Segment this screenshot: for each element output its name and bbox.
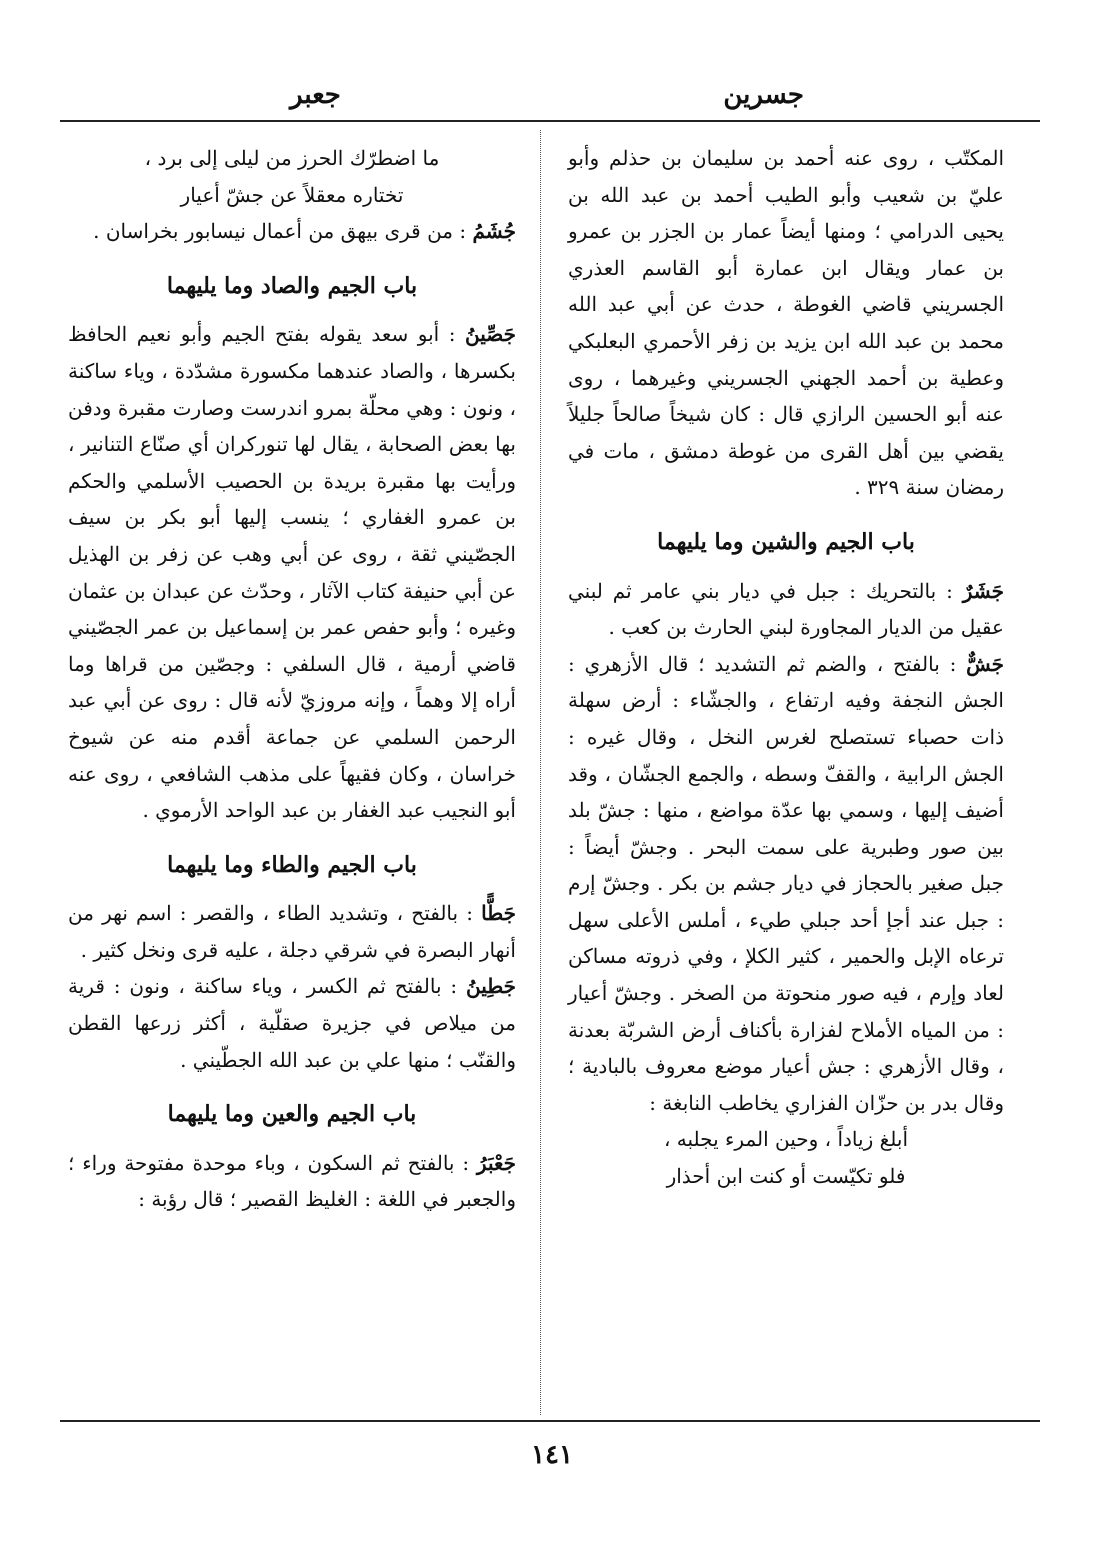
top-rule (60, 120, 1040, 122)
headword: جَطِينُ (465, 974, 516, 999)
entry-jash (568, 646, 1004, 1122)
headword: جَطًّا (481, 901, 516, 926)
paragraph-continuation: المكتّب ، روى عنه أحمد بن سليمان بن حذلم وأبو عليّ بن شعيب وأبو الطيب أحمد بن عبد الله بن يحيى الدرامي ؛ ومنها أيضاً عمار بن الجزر بن عمرو بن عمار ويقال ابن عمارة أبو القاسم العذري الجسريني قاضي الغوطة ، حدث عن أبي عبد الله محمد بن عبد الله ابن يزيد بن زفر الأحمري البعلبكي وعطية بن أحمد الجهني الجسريني وغيرهما ، روى عنه أبو الحسين الرازي قال : كان شيخاً صالحاً جليلاً يقضي بين أهل القرى من غوطة دمشق ، مات في رمضان سنة ٣٢٩ . (568, 146, 1004, 500)
entry-jashar (568, 573, 1004, 646)
verse-line: ما اضطرّك الحرز من ليلى إلى برد ، (144, 146, 440, 170)
verse-line: أبلغ زياداً ، وحين المرء يجلبه ، (663, 1127, 908, 1152)
right-column (568, 140, 1004, 1195)
section-heading-jim-sad: باب الجيم والصاد وما يليهما (166, 272, 418, 299)
entry-jatin (68, 968, 516, 1078)
entry-text: : بالتحريك : جبل في ديار بني عامر ثم لبني عقيل من الديار المجاورة لبني الحارث بن كعب . (568, 578, 1004, 640)
entry-text: : بالفتح ، وتشديد الطاء ، والقصر : اسم نهر من أنهار البصرة في شرقي دجلة ، عليه قرى ونخل كثير . (68, 901, 516, 962)
entry-jassin (68, 316, 516, 828)
entry-jatta (68, 895, 516, 968)
verse-line: تختاره معقلاً عن جشّ أعيار (180, 182, 404, 207)
column-divider (540, 130, 541, 1415)
running-head-left: جعبر (290, 80, 341, 110)
entry-jusham (68, 213, 516, 250)
verse-line: فلو تكيّست أو كنت ابن أحذار (666, 1164, 906, 1189)
entry-text: : أبو سعد يقوله بفتح الجيم وأبو نعيم الحافظ بكسرها ، والصاد عندهما مكسورة مشدّدة ، وياء ساكنة ، ونون : وهي محلّة بمرو اندرست وصارت مقبرة ودفن بها بعض الصحابة ، يقال لها تنوركران أي صنّاع التنانير ، ورأيت بها مقبرة بريدة بن الحصيب الأسلمي والحكم بن عمرو الغفاري ؛ ينسب إليها أبو بكر بن سيف الجصّيني ثقة ، روى عن أبي وهب عن زفر بن الهذيل عن أبي حنيفة كتاب الآثار ، وحدّث عن عبدان بن عثمان وغيره ؛ وأبو حفص عمر بن إسماعيل بن عمر الجصّيني قاضي أرمية ، قال السلفي : وجصّين من قراها وما أراه إلا وهماً ، وإنه مروزيّ لأنه قال : روى عن أبي عبد الرحمن السلمي عن جماعة أقدم منه عن شيوخ خراسان ، وكان فقيهاً على مذهب الشافعي ، روى عنه أبو النجيب عبد الغفار بن عبد الواحد الأرموي . (68, 322, 516, 823)
section-heading-jim-ayn: باب الجيم والعين وما يليهما (167, 1101, 417, 1128)
section-heading-jim-shin: باب الجيم والشين وما يليهما (657, 528, 915, 555)
headword: جَشَرٌ (962, 578, 1004, 603)
left-column (68, 140, 516, 1218)
entry-text: : بالفتح ثم السكون ، وباء موحدة مفتوحة وراء ؛ والجعبر في اللغة : الغليظ القصير ؛ قال رؤبة : (68, 1150, 516, 1212)
headword: جُشَمُ (472, 219, 516, 244)
bottom-rule (60, 1420, 1040, 1422)
headword: جَعْبَرُ (476, 1150, 516, 1175)
headword: جَشٌّ (966, 651, 1004, 676)
page-number: ١٤١ (531, 1440, 573, 1470)
headword: جَصِّينُ (465, 322, 516, 347)
entry-text: : بالفتح ، والضم ثم التشديد ؛ قال الأزهري : الجش النجفة وفيه ارتفاع ، والجشّاء : أرض سهلة ذات حصباء تستصلح لغرس النخل ، وقال غيره : الجش الرابية ، والقفّ وسطه ، والجمع الجشّان ، وقد أضيف إليها ، وسمي بها عدّة مواضع ، منها : جشّ بلد بين صور وطبرية على سمت البحر . وجشّ أيضاً : جبل صغير بالحجاز في ديار جشم بن بكر . وجشّ إرم : جبل عند أجإ أحد جبلي طيء ، أملس الأعلى سهل ترعاه الإبل والحمير ، كثير الكلإ ، وفي ذروته مساكن لعاد وإرم ، فيه صور منحوتة من الصخر . وجشّ أعيار : من المياه الأملاح لفزارة بأكناف أرض الشربّة بعدنة ، وقال الأزهري : جش أعيار موضع معروف بالبادية ؛ وقال بدر بن حزّان الفزاري يخاطب النابغة : (568, 651, 1004, 1115)
entry-text: : بالفتح ثم الكسر ، وياء ساكنة ، ونون : قرية من ميلاص في جزيرة صقلّية ، أكثر زرعها القطن والقنّب ؛ منها علي بن عبد الله الجطّيني . (68, 974, 516, 1072)
section-heading-jim-ta: باب الجيم والطاء وما يليهما (167, 851, 417, 878)
entry-text: : من قرى بيهق من أعمال نيسابور بخراسان . (93, 219, 473, 244)
running-head-right: جسرين (723, 80, 804, 110)
entry-jabar (68, 1145, 516, 1218)
